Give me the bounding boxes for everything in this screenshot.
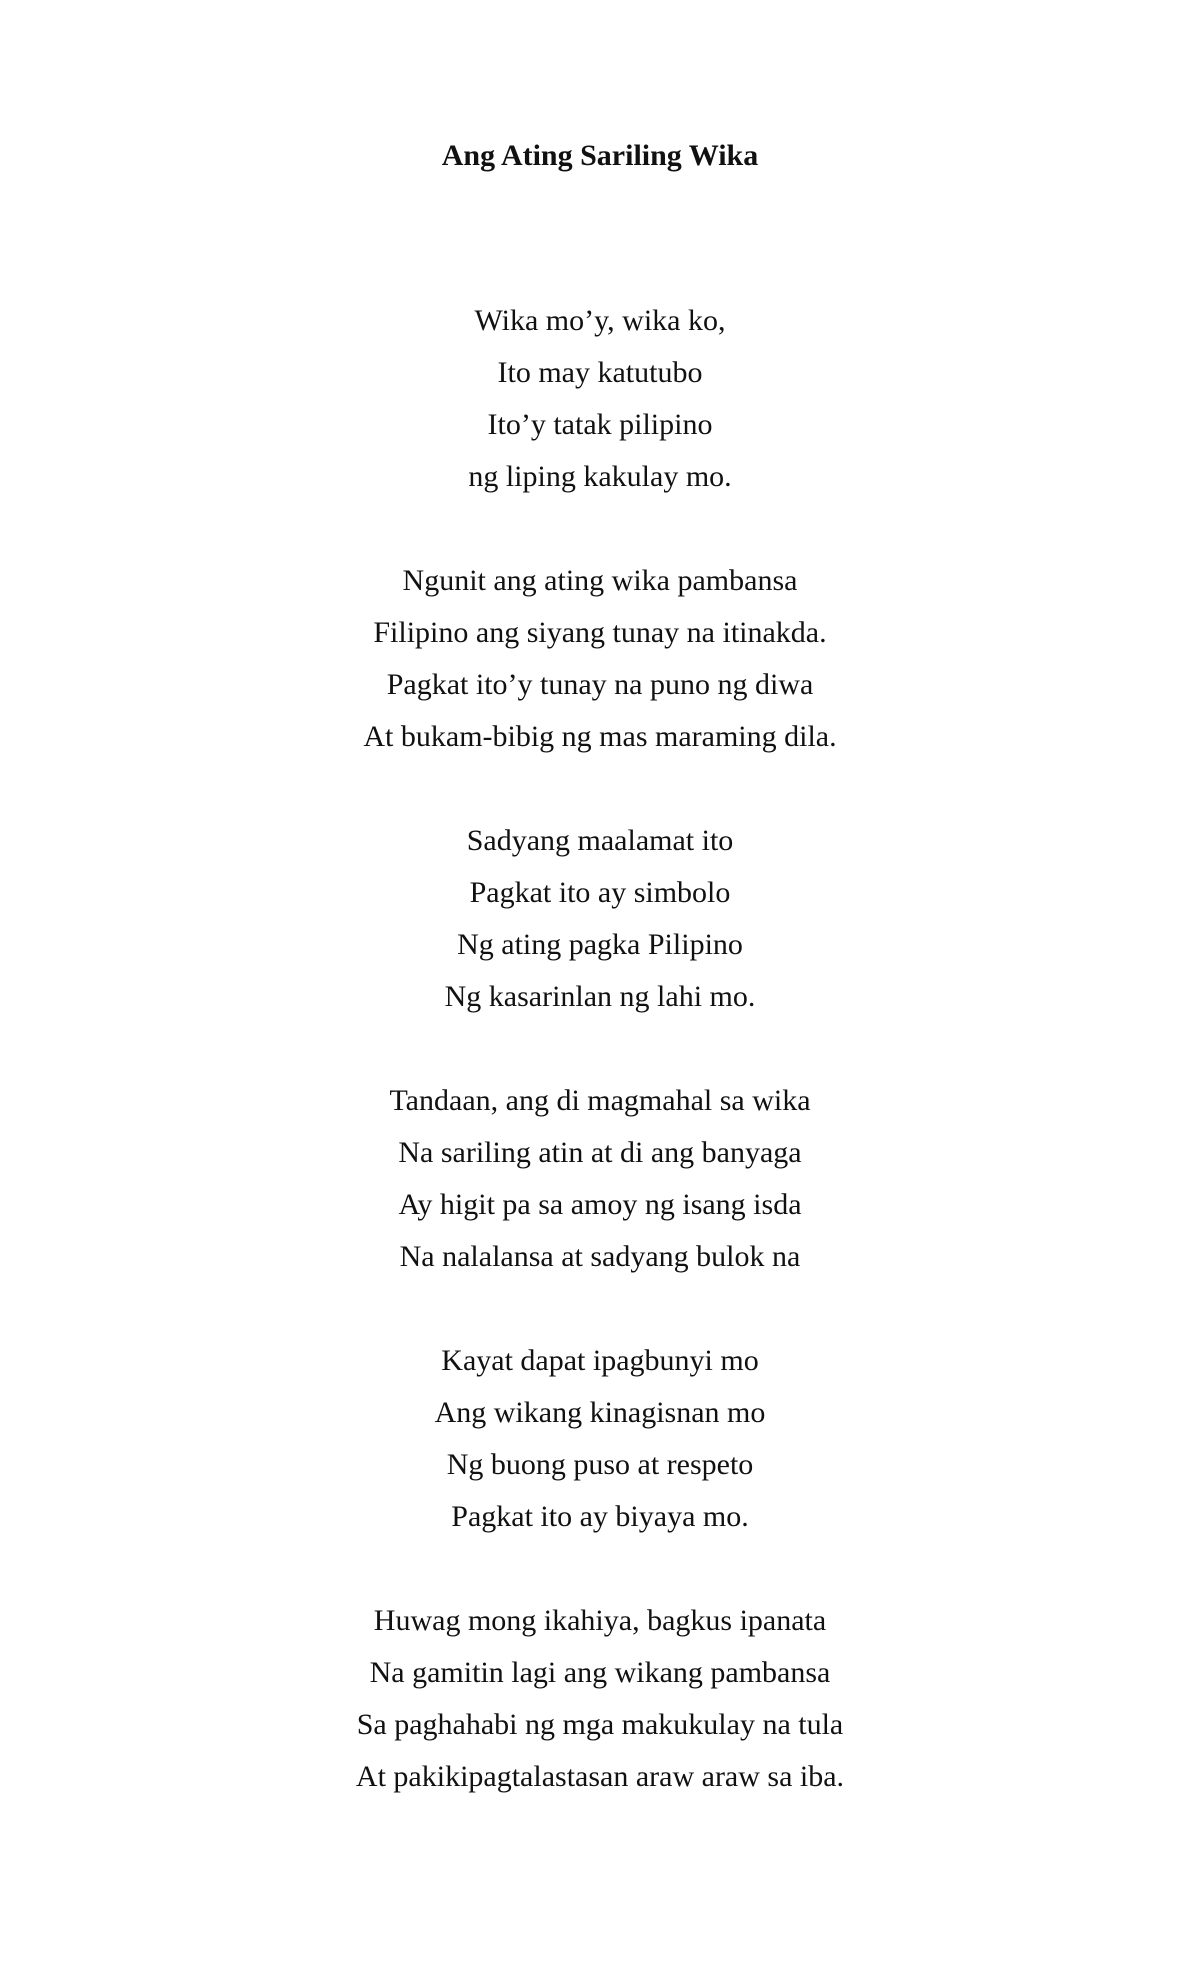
poem-title: Ang Ating Sariling Wika: [441, 139, 759, 172]
stanza-3: [0, 815, 1200, 1023]
poem-line: Kayat dapat ipagbunyi mo: [441, 1344, 759, 1377]
poem-line: At bukam-bibig ng mas maraming dila.: [363, 720, 837, 753]
poem-body: [0, 295, 1200, 1855]
poem-line: Pagkat ito ay biyaya mo.: [451, 1500, 749, 1533]
stanza-6: [0, 1595, 1200, 1803]
poem-line: Na nalalansa at sadyang bulok na: [399, 1240, 801, 1273]
poem-line: Ng buong puso at respeto: [446, 1448, 754, 1481]
poem-line: Ay higit pa sa amoy ng isang isda: [398, 1188, 802, 1221]
stanza-2: [0, 555, 1200, 763]
poem-line: Ang wikang kinagisnan mo: [434, 1396, 766, 1429]
poem-line: At pakikipagtalastasan araw araw sa iba.: [355, 1760, 845, 1793]
poem-line: Ito’y tatak pilipino: [487, 408, 713, 441]
poem-line: Wika mo’y, wika ko,: [474, 304, 726, 337]
poem-line: Na sariling atin at di ang banyaga: [398, 1136, 802, 1169]
stanza-4: [0, 1075, 1200, 1283]
poem-line: Tandaan, ang di magmahal sa wika: [389, 1084, 811, 1117]
poem-line: Sadyang maalamat ito: [466, 824, 734, 857]
stanza-1: [0, 295, 1200, 503]
poem-line: Filipino ang siyang tunay na itinakda.: [373, 616, 827, 649]
poem-line: Ng kasarinlan ng lahi mo.: [444, 980, 756, 1013]
poem-line: ng liping kakulay mo.: [468, 460, 732, 493]
stanza-5: [0, 1335, 1200, 1543]
poem-line: Huwag mong ikahiya, bagkus ipanata: [373, 1604, 827, 1637]
poem-line: Na gamitin lagi ang wikang pambansa: [369, 1656, 831, 1689]
poem-line: Pagkat ito’y tunay na puno ng diwa: [386, 668, 814, 701]
poem-line: Ng ating pagka Pilipino: [457, 928, 743, 961]
poem-line: Pagkat ito ay simbolo: [469, 876, 731, 909]
poem-line: Ngunit ang ating wika pambansa: [402, 564, 798, 597]
poem-line: Sa paghahabi ng mga makukulay na tula: [356, 1708, 844, 1741]
poem-line: Ito may katutubo: [497, 356, 703, 389]
